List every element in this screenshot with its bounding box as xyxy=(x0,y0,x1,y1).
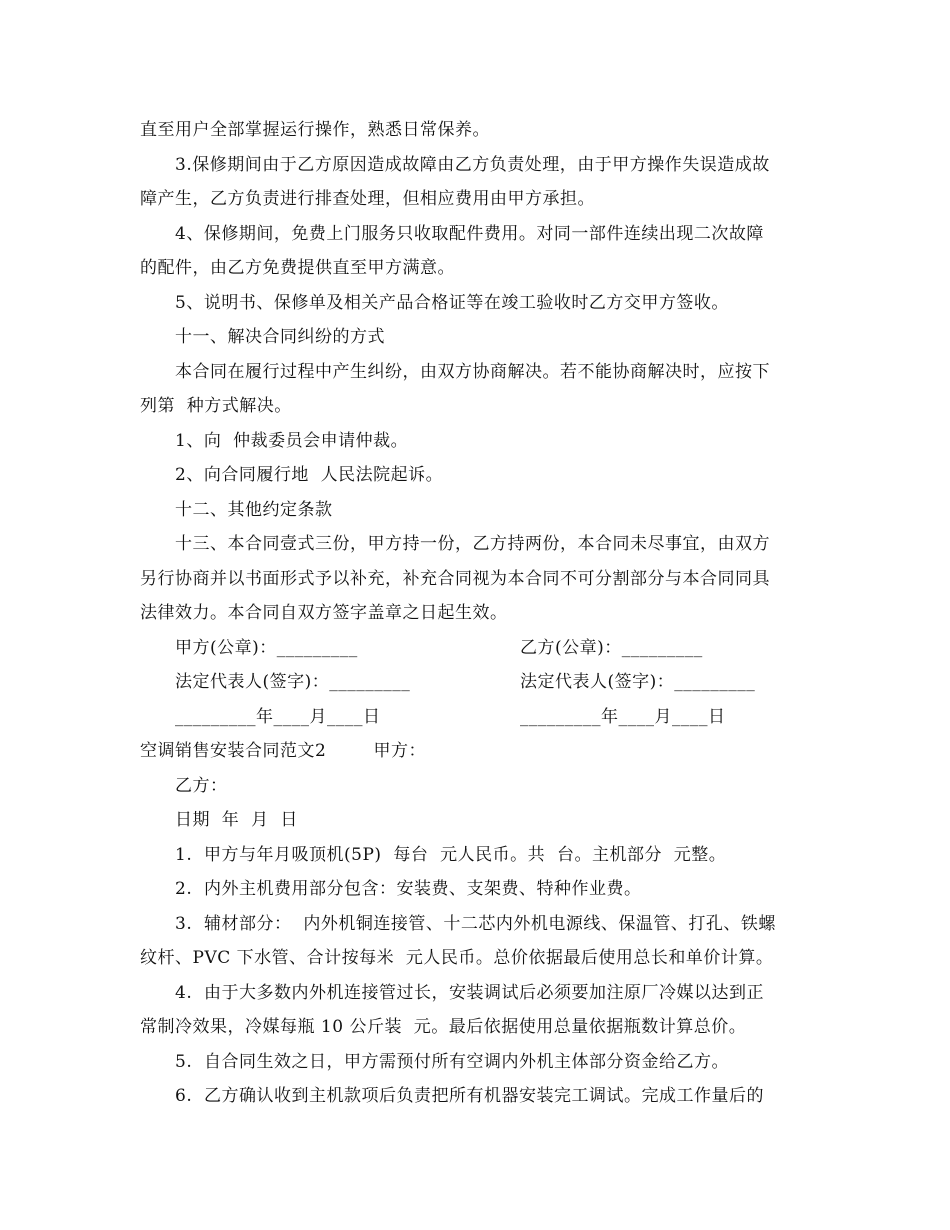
contract-title: 空调销售安装合同范文2 甲方： xyxy=(140,741,427,761)
paragraph-line: 障产生，乙方负责进行排查处理，但相应费用由甲方承担。 xyxy=(140,189,595,209)
clause-line: 5. 自合同生效之日，甲方需预付所有空调内外机主体部分资金给乙方。 xyxy=(175,1052,730,1072)
section-heading: 十一、解决合同纠纷的方式 xyxy=(175,327,385,347)
party-a-representative: 法定代表人(签字)：_________ xyxy=(175,672,411,692)
paragraph-line: 4、保修期间，免费上门服务只收取配件费用。对同一部件连续出现二次故障 xyxy=(175,224,764,244)
paragraph-line: 列第 种方式解决。 xyxy=(140,396,292,416)
section-heading: 十二、其他约定条款 xyxy=(175,500,333,520)
clause-line: 常制冷效果，冷媒每瓶 10 公斤装 元。最后依据使用总量依据瓶数计算总价。 xyxy=(140,1017,747,1037)
paragraph-line: 十三、本合同壹式三份，甲方持一份，乙方持两份，本合同未尽事宜，由双方 xyxy=(175,534,770,554)
paragraph-line: 的配件，由乙方免费提供直至甲方满意。 xyxy=(140,258,455,278)
clause-line: 2. 内外主机费用部分包含：安装费、支架费、特种作业费。 xyxy=(175,879,642,899)
paragraph-line: 1、向 仲裁委员会申请仲裁。 xyxy=(175,431,409,451)
clause-line: 1. 甲方与年月吸顶机(5P) 每台 元人民币。共 台。主机部分 元整。 xyxy=(175,845,727,865)
paragraph-line: 法律效力。本合同自双方签字盖章之日起生效。 xyxy=(140,603,508,623)
clause-line: 6. 乙方确认收到主机款项后负责把所有机器安装完工调试。完成工作量后的 xyxy=(175,1086,765,1106)
party-a-seal: 甲方(公章)：_________ xyxy=(175,638,358,658)
paragraph-line: 另行协商并以书面形式予以补充，补充合同视为本合同不可分割部分与本合同同具 xyxy=(140,569,770,589)
date-line: 日期 年 月 日 xyxy=(175,810,298,830)
party-b-seal: 乙方(公章)：_________ xyxy=(520,638,703,658)
clause-line: 3. 辅材部分： 内外机铜连接管、十二芯内外机电源线、保温管、打孔、铁螺 xyxy=(175,914,776,934)
clause-line: 4. 由于大多数内外机连接管过长，安装调试后必须要加注原厂冷媒以达到正 xyxy=(175,983,765,1003)
party-b-representative: 法定代表人(签字)：_________ xyxy=(520,672,756,692)
paragraph-line: 2、向合同履行地 人民法院起诉。 xyxy=(175,465,444,485)
party-b-date: _________年____月____日 xyxy=(520,707,726,727)
party-a-date: _________年____月____日 xyxy=(175,707,381,727)
paragraph-line: 直至用户全部掌握运行操作，熟悉日常保养。 xyxy=(140,120,490,140)
clause-line: 纹杆、PVC 下水管、合计按每米 元人民币。总价依据最后使用总长和单价计算。 xyxy=(140,948,774,968)
paragraph-line: 5、说明书、保修单及相关产品合格证等在竣工验收时乙方交甲方签收。 xyxy=(175,293,729,313)
party-b-line: 乙方： xyxy=(175,776,228,796)
paragraph-line: 本合同在履行过程中产生纠纷，由双方协商解决。若不能协商解决时，应按下 xyxy=(175,362,770,382)
paragraph-line: 3.保修期间由于乙方原因造成故障由乙方负责处理，由于甲方操作失误造成故 xyxy=(175,155,770,175)
